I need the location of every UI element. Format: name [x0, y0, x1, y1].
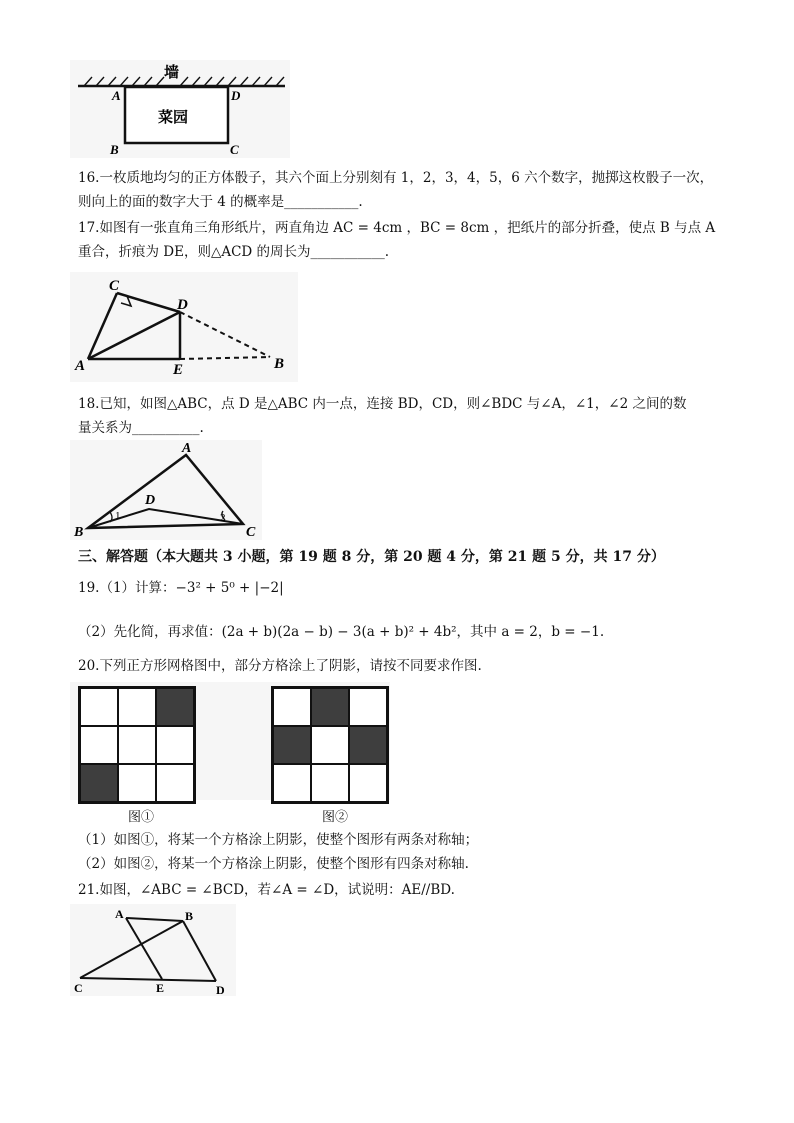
grid1-cell-0-2-shaded — [156, 688, 194, 726]
figure-17 — [70, 272, 298, 382]
question-18-line1: 18.已知，如图△ABC，点 D 是△ABC 内一点，连接 BD，CD，则∠BDC 与∠A，∠1，∠2 之间的数 — [78, 396, 687, 412]
question-17-line2: 重合，折痕为 DE，则△ACD 的周长为___________. — [78, 244, 390, 260]
fig21-E-label: E — [156, 981, 165, 995]
question-20-sub2: （2）如图②，将某一个方格涂上阴影，使整个图形有四条对称轴. — [78, 856, 469, 872]
grid-figure-2 — [271, 686, 389, 804]
grid-figure-1 — [78, 686, 196, 804]
point-C-label: C — [230, 142, 239, 157]
fig18-B-label: B — [74, 525, 84, 540]
grid1-cell-0-1 — [118, 688, 156, 726]
fig21-A-label: A — [115, 907, 124, 921]
point-A-label: A — [112, 88, 121, 103]
fig18-C-label: C — [246, 525, 256, 540]
figure-21-diagram — [70, 904, 236, 996]
grid2-cell-0-1-shaded — [311, 688, 349, 726]
question-19-part1: 19.（1）计算：−3² + 5⁰ + |−2| — [78, 580, 284, 596]
grid2-cell-2-1 — [311, 764, 349, 802]
section-3-heading: 三、解答题（本大题共 3 小题，第 19 题 8 分，第 20 题 4 分，第 21 题 5 分，共 17 分） — [78, 549, 665, 565]
question-19-part2: （2）先化简，再求值：(2a + b)(2a − b) − 3(a + b)² + 4b²，其中 a = 2，b = −1. — [78, 624, 605, 640]
grid1-cell-2-2 — [156, 764, 194, 802]
grid1-cell-1-1 — [118, 726, 156, 764]
grid2-cell-0-0 — [273, 688, 311, 726]
question-16-line2: 则向上的面的数字大于 4 的概率是___________. — [78, 194, 363, 210]
fig21-B-label: B — [185, 909, 194, 923]
fig18-angle2-label: 2 — [220, 512, 226, 524]
grid2-cell-1-2-shaded — [349, 726, 387, 764]
grid2-cell-2-2 — [349, 764, 387, 802]
wall-label: 墙 — [164, 65, 180, 81]
grid2-cell-0-2 — [349, 688, 387, 726]
question-20-prompt: 20.下列正方形网格图中，部分方格涂上了阴影，请按不同要求作图. — [78, 658, 482, 674]
fig18-A-label: A — [182, 441, 192, 456]
question-21-text: 21.如图，∠ABC = ∠BCD，若∠A = ∠D，试说明：AE//BD. — [78, 882, 455, 898]
grid1-cell-2-1 — [118, 764, 156, 802]
figure-2-caption: 图② — [322, 810, 349, 825]
grid1-cell-1-2 — [156, 726, 194, 764]
question-20-sub1: （1）如图①，将某一个方格涂上阴影，使整个图形有两条对称轴； — [78, 832, 479, 848]
grid2-cell-1-1 — [311, 726, 349, 764]
figure-17-diagram — [70, 272, 298, 382]
wall-garden-figure — [70, 60, 290, 158]
figure-1-caption: 图① — [128, 810, 155, 825]
fig17-B-label: B — [274, 356, 285, 372]
figure-21 — [70, 904, 236, 996]
grid1-cell-1-0 — [80, 726, 118, 764]
fig17-A-label: A — [75, 358, 86, 374]
grid2-cell-1-0-shaded — [273, 726, 311, 764]
grid1-cell-2-0-shaded — [80, 764, 118, 802]
point-B-label: B — [110, 142, 119, 157]
fig18-D-label: D — [145, 493, 156, 508]
question-16-line1: 16.一枚质地均匀的正方体骰子，其六个面上分别刻有 1，2，3，4，5，6 六个数字，抛掷这枚骰子一次， — [78, 170, 714, 186]
point-D-label: D — [231, 88, 241, 103]
question-18-line2: 量关系为__________. — [78, 420, 204, 436]
grid1-cell-0-0 — [80, 688, 118, 726]
question-17-line1: 17.如图有一张直角三角形纸片，两直角边 AC = 4cm ，BC = 8cm ，把纸片的部分折叠，使点 B 与点 A — [78, 220, 716, 236]
fig17-E-label: E — [173, 362, 184, 378]
garden-label: 菜园 — [158, 110, 189, 126]
wall-garden-diagram — [70, 60, 290, 158]
fig21-D-label: D — [216, 983, 225, 996]
fig18-angle1-label: 1 — [115, 510, 121, 522]
figure-18 — [70, 440, 262, 540]
fig17-C-label: C — [109, 278, 120, 294]
grid2-cell-2-0 — [273, 764, 311, 802]
fig17-D-label: D — [177, 297, 188, 313]
fig21-C-label: C — [74, 981, 83, 995]
figure-18-diagram — [70, 440, 262, 540]
